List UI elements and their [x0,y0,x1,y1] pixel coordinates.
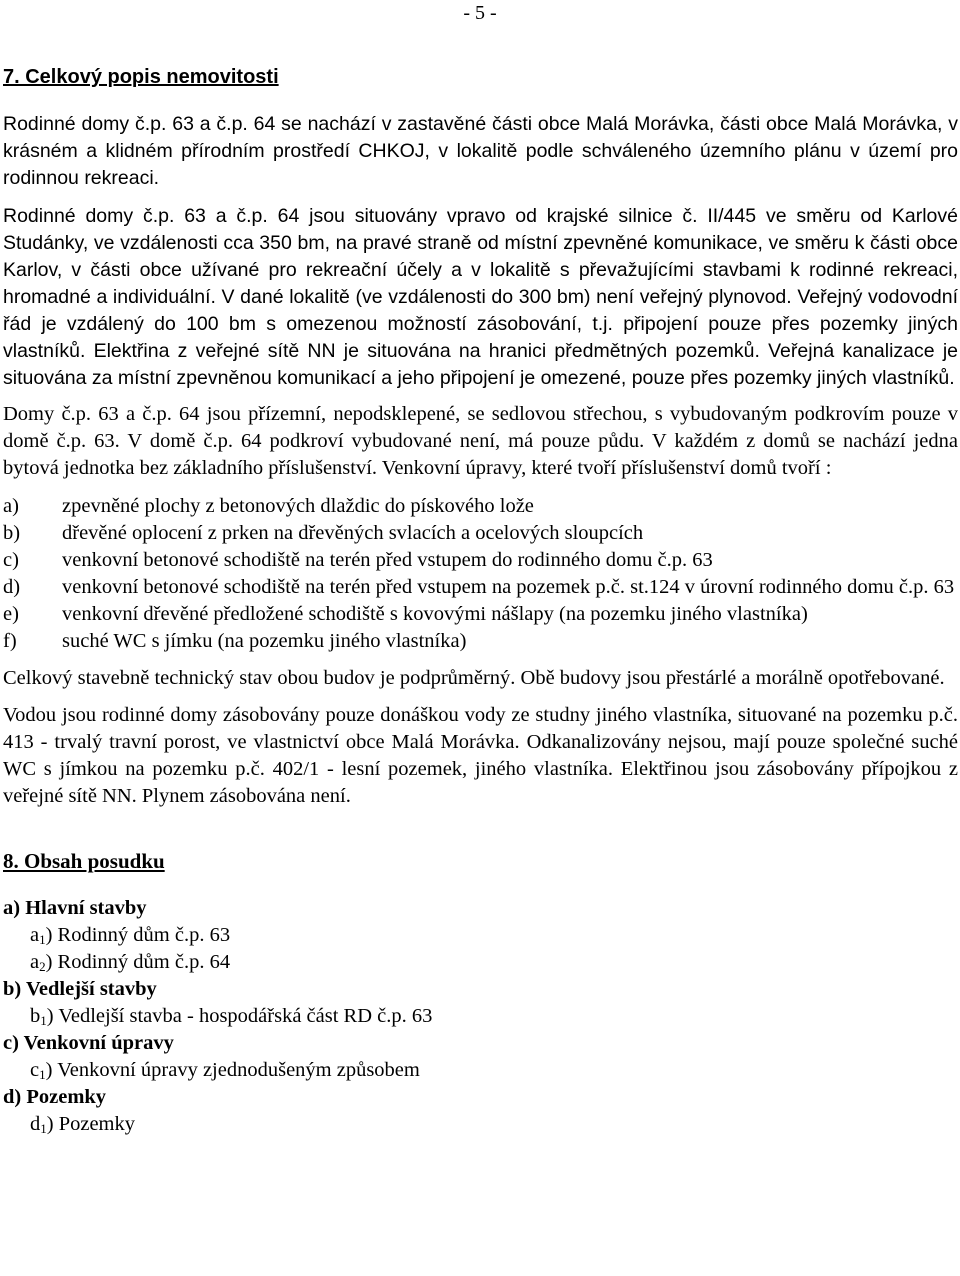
outline-item [3,1057,958,1084]
list-text: dřevěné oplocení z prken na dřevěných svlacích a ocelových sloupcích [62,522,644,544]
report-contents-outline [3,895,958,1138]
outline-heading: d) Pozemky [3,1086,107,1108]
list-item [3,547,958,574]
outline-item-index: 1 [40,1013,47,1028]
list-marker: b) [3,522,21,544]
outline-item-letter: a [30,951,40,973]
outdoor-works-list [3,493,958,655]
list-text: zpevněné plochy z betonových dlaždic do pískového lože [62,495,534,517]
outline-item-index: 2 [39,959,46,974]
outline-item-text: ) Venkovní úpravy zjednodušeným způsobem [45,1059,420,1081]
list-item [3,520,958,547]
list-item [3,628,958,655]
list-item [3,601,958,628]
outline-item-text: ) Pozemky [46,1113,135,1135]
list-marker: e) [3,603,19,625]
outline-item-letter: d [30,1113,41,1135]
list-text: venkovní betonové schodiště na terén před vstupem na pozemek p.č. st.124 v úrovní rodinného domu č.p. 63 [62,576,955,598]
outline-item [3,1111,958,1138]
list-marker: a) [3,495,19,517]
list-item [3,574,958,601]
outline-heading: b) Vedlejší stavby [3,978,157,1000]
outline-item-index: 1 [39,1067,46,1082]
outline-item-text: ) Vedlejší stavba - hospodářská část RD č.p. 63 [46,1005,433,1027]
outline-item [3,949,958,976]
outline-item [3,922,958,949]
outline-item [3,1003,958,1030]
page-number: - 5 - [463,2,497,24]
outline-item-letter: a [30,924,40,946]
list-marker: f) [3,630,17,652]
outline-item-text: ) Rodinný dům č.p. 63 [45,924,231,946]
section-7-paragraph-situation: Rodinné domy č.p. 63 a č.p. 64 jsou situovány vpravo od krajské silnice č. II/445 ve směru od Karlové Studánky, ve vzdálenosti cca 350 bm, na pravé straně od místní zpevněné komunikace, ve směru k části obce Karlov, v části obce užívané pro rekreační účely a v lokalitě s převažujícími stavbami k rodinné rekreaci, hromadné a individuální. V dané lokalitě (ve vzdálenosti do 300 bm) není veřejný plynovod. Veřejný vodovodní řád je vzdálený do 100 bm s omezenou možností zásobování, t.j. připojení pouze přes pozemky jiných vlastníků. Elektřina z veřejné sítě NN je situována na hranici předmětných pozemků. Veřejná kanalizace je situována za místní zpevněnou komunikací a jeho připojení je omezené, pouze přes pozemky jiných vlastníků. [3,205,958,389]
list-item [3,493,958,520]
outline-item-text: ) Rodinný dům č.p. 64 [45,951,231,973]
outline-item-letter: c [30,1059,40,1081]
document-body [3,66,958,1138]
list-text: venkovní betonové schodiště na terén před vstupem do rodinného domu č.p. 63 [62,549,713,571]
section-7-title: 7. Celkový popis nemovitosti [3,66,279,88]
list-text: venkovní dřevěné předložené schodiště s kovovými nášlapy (na pozemku jiného vlastníka) [62,603,808,625]
outline-heading: a) Hlavní stavby [3,897,147,919]
outline-item-index: 1 [39,932,46,947]
outline-item-index: 1 [40,1121,47,1136]
outline-item-letter: b [30,1005,41,1027]
section-7-paragraph-location: Rodinné domy č.p. 63 a č.p. 64 se nachází v zastavěné části obce Malá Morávka, části obce Malá Morávka, v krásném a klidném přírodním prostředí CHKOJ, v lokalitě podle schváleného územního plánu v území pro rodinnou rekreaci. [3,113,958,189]
section-7-paragraph-condition: Celkový stavebně technický stav obou budov je podprůměrný. Obě budovy jsou přestárlé a morálně opotřebované. [3,667,945,689]
list-marker: d) [3,576,21,598]
section-7-paragraph-houses: Domy č.p. 63 a č.p. 64 jsou přízemní, nepodsklepené, se sedlovou střechou, s vybudovaným podkrovím pouze v domě č.p. 63. V domě č.p. 64 podkroví vybudované není, má pouze půdu. V každém z domů se nachází jedna bytová jednotka bez základního příslušenství. Venkovní úpravy, které tvoří příslušenství domů tvoří : [3,403,958,479]
list-marker: c) [3,549,19,571]
section-7-paragraph-utilities: Vodou jsou rodinné domy zásobovány pouze donáškou vody ze studny jiného vlastníka, situované na pozemku p.č. 413 - trvalý travní porost, ve vlastnictví obce Malá Morávka. Odkanalizovány nejsou, mají pouze společné suché WC s jímkou na pozemku p.č. 402/1 - lesní pozemek, jiného vlastníka. Elektřinou jsou zásobovány přípojkou z veřejné sítě NN. Plynem zásobována není. [3,704,958,807]
list-text: suché WC s jímku (na pozemku jiného vlastníka) [62,630,467,652]
outline-heading: c) Venkovní úpravy [3,1032,174,1054]
section-8-title: 8. Obsah posudku [3,849,165,873]
